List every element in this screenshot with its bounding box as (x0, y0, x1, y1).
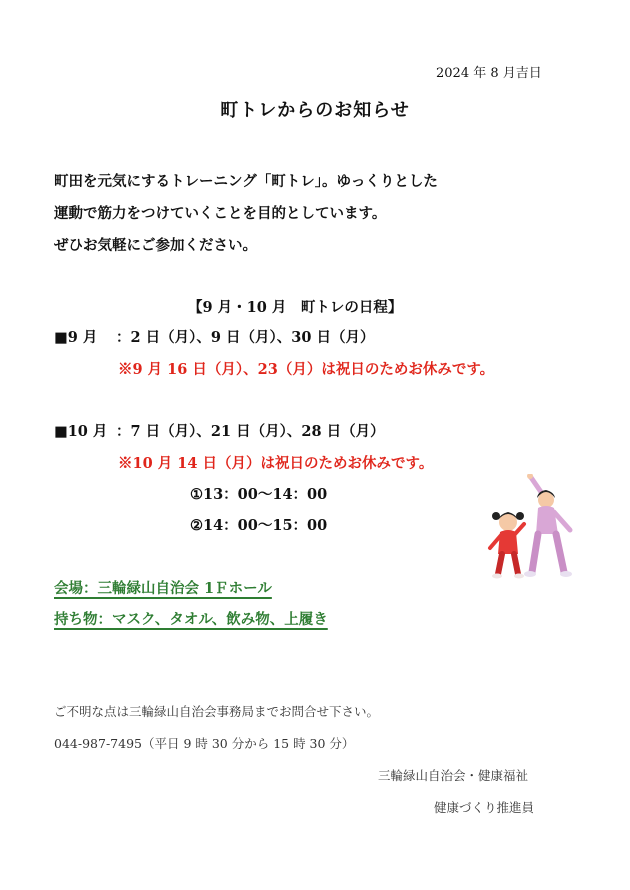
october-holiday-note: ※10 月 14 日（月）は祝日のためお休みです。 (118, 455, 434, 472)
october-dates: ：7 日（月）、21 日（月）、28 日（月） (116, 423, 385, 440)
september-holiday-note: ※9 月 16 日（月）、23（月）は祝日のためお休みです。 (118, 361, 495, 378)
intro-line-3: ぜひお気軽にご参加ください。 (54, 237, 257, 254)
exercise-illustration (486, 474, 582, 584)
october-row (54, 420, 385, 441)
september-label: ■9 月 (54, 329, 98, 346)
september-dates: ：2 日（月）、9 日（月）、30 日（月） (116, 329, 375, 346)
page-title: 町トレからのお知らせ (220, 100, 410, 121)
intro-line-1: 町田を元気にするトレーニング「町トレ」。ゆっくりとした (54, 173, 438, 190)
venue-info: 会場：三輪緑山自治会 1Ｆホール (54, 580, 272, 597)
organization-line-2: 健康づくり推進員 (434, 800, 535, 815)
october-label: ■10 月 (54, 423, 108, 440)
intro-line-2: 運動で筋力をつけていくことを目的としています。 (54, 205, 387, 222)
time-slot-1: ①13：00〜14：00 (190, 486, 328, 503)
organization-line-1: 三輪緑山自治会・健康福祉 (378, 768, 529, 783)
phone-text: 044-987-7495（平日 9 時 30 分から 15 時 30 分） (54, 736, 355, 751)
september-row (54, 326, 375, 347)
items-info: 持ち物：マスク、タオル、飲み物、上履き (54, 611, 328, 628)
document-date: 2024 年 8 月吉日 (436, 66, 542, 81)
time-slot-2: ②14：00〜15：00 (190, 517, 328, 534)
inquiry-text: ご不明な点は三輪緑山自治会事務局までお問合せ下さい。 (54, 704, 380, 719)
schedule-heading: 【9 月・10 月 町トレの日程】 (188, 299, 403, 316)
